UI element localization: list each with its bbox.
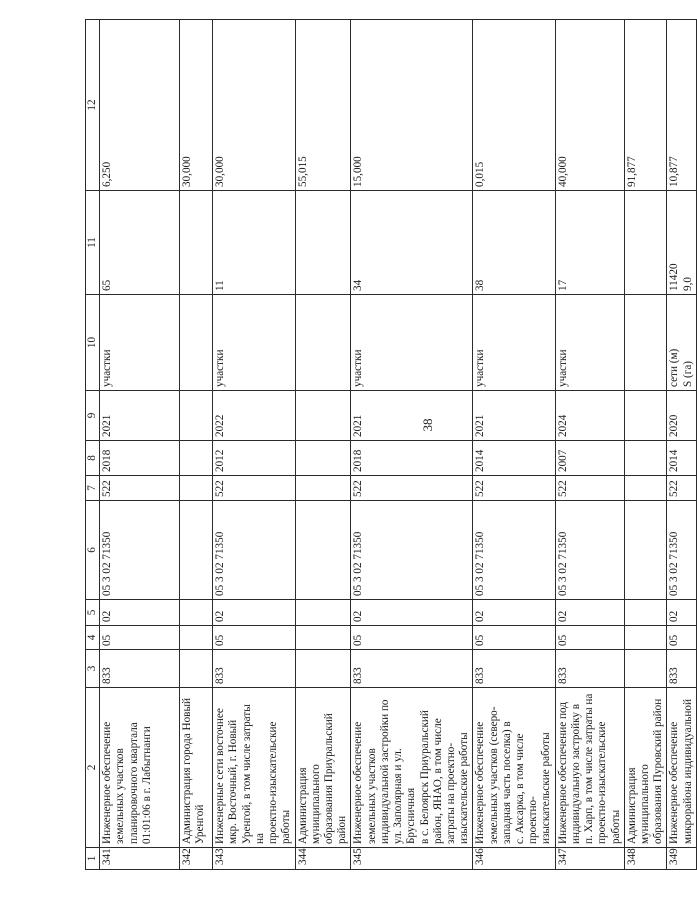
table-cell: 522 <box>555 476 624 501</box>
row-number-cell: 341 <box>100 848 180 870</box>
table-cell: 833 <box>473 650 555 688</box>
table-cell: 2007 <box>555 441 624 476</box>
table-cell <box>180 650 213 688</box>
table-cell: 17 <box>555 191 624 295</box>
table-cell <box>295 295 351 391</box>
table-cell: 522 <box>213 476 295 501</box>
table-cell: 11 <box>213 191 295 295</box>
table-row <box>624 20 667 870</box>
table-cell: 05 <box>351 626 473 650</box>
table-cell: 05 <box>213 626 295 650</box>
table-cell: 02 <box>473 600 555 626</box>
table-cell: 05 <box>555 626 624 650</box>
column-header: 2 <box>86 688 100 848</box>
table-cell: 2018 <box>351 441 473 476</box>
table-cell <box>624 191 667 295</box>
table-cell: 6,250 <box>100 20 180 191</box>
table-cell: 40,000 <box>555 20 624 191</box>
table-cell: 38 <box>473 191 555 295</box>
table-cell <box>624 501 667 600</box>
column-header: 4 <box>86 626 100 650</box>
table-cell: 833 <box>100 650 180 688</box>
table-cell: 522 <box>473 476 555 501</box>
table-cell: сети (м) S (га) <box>667 295 697 391</box>
table-cell: 2021 <box>473 391 555 441</box>
table-cell: 05 3 02 71350 <box>667 501 697 600</box>
table-cell: 02 <box>100 600 180 626</box>
table-cell <box>295 650 351 688</box>
table-cell: 2024 <box>555 391 624 441</box>
table-cell: 05 <box>667 626 697 650</box>
table-cell <box>180 626 213 650</box>
row-number-cell: 344 <box>295 848 351 870</box>
table-cell: 2012 <box>213 441 295 476</box>
table-cell <box>295 476 351 501</box>
table-cell: 65 <box>100 191 180 295</box>
row-number-cell: 343 <box>213 848 295 870</box>
column-header: 9 <box>86 391 100 441</box>
row-number-cell: 346 <box>473 848 555 870</box>
table-cell: 522 <box>100 476 180 501</box>
table-cell: 10,877 <box>667 20 697 191</box>
table-cell: 55,015 <box>295 20 351 191</box>
table-row <box>351 20 473 870</box>
table-cell <box>180 600 213 626</box>
table-cell <box>624 391 667 441</box>
table-cell: 11420 9,0 <box>667 191 697 295</box>
table-row <box>100 20 180 870</box>
table-cell <box>295 391 351 441</box>
description-cell: Инженерное обеспечение земельных участков планировочного квартала 01:01:06 в г. Лабытнанги <box>100 688 180 848</box>
table-cell <box>180 191 213 295</box>
description-cell: Администрация муниципального образования Пуровский район <box>624 688 667 848</box>
description-cell: Инженерное обеспечение земельных участков индивидуальной застройки по ул. Заполярная и ул. Брусничная в с. Белоярск Приуральский район, ЯНАО, в том числе затраты на проектно- изыскательские работы <box>351 688 473 848</box>
row-number-cell: 345 <box>351 848 473 870</box>
column-header: 5 <box>86 600 100 626</box>
description-cell: Инженерное обеспечение под индивидуальную застройку в п. Харп, в том числе затраты на проектно-изыскательские работы <box>555 688 624 848</box>
column-header: 7 <box>86 476 100 501</box>
column-header: 6 <box>86 501 100 600</box>
column-header: 3 <box>86 650 100 688</box>
row-number-cell: 342 <box>180 848 213 870</box>
column-header: 12 <box>86 20 100 191</box>
table-cell: 833 <box>667 650 697 688</box>
table-cell: 30,000 <box>180 20 213 191</box>
table-cell <box>624 295 667 391</box>
column-header: 11 <box>86 191 100 295</box>
row-number-cell: 348 <box>624 848 667 870</box>
column-header: 10 <box>86 295 100 391</box>
table-cell: 2021 <box>351 391 473 441</box>
table-cell <box>624 650 667 688</box>
table-cell: 02 <box>555 600 624 626</box>
table-cell: 05 3 02 71350 <box>351 501 473 600</box>
table-row <box>180 20 213 870</box>
budget-table <box>85 19 697 870</box>
table-cell: 2018 <box>100 441 180 476</box>
table-cell: 05 3 02 71350 <box>100 501 180 600</box>
column-header: 1 <box>86 848 100 870</box>
table-cell: 34 <box>351 191 473 295</box>
table-cell <box>180 501 213 600</box>
description-cell: Администрация города Новый Уренгой <box>180 688 213 848</box>
table-cell <box>295 441 351 476</box>
table-cell <box>180 295 213 391</box>
table-cell <box>180 476 213 501</box>
table-row <box>473 20 555 870</box>
table-cell: 522 <box>667 476 697 501</box>
table-cell: участки <box>555 295 624 391</box>
description-cell: Инженерные сети восточнее мкр. Восточный, г. Новый Уренгой, в том числе затраты на проектно-изыскательские работы <box>213 688 295 848</box>
rotated-table-wrapper <box>85 20 694 870</box>
table-cell: участки <box>473 295 555 391</box>
table-cell: 833 <box>351 650 473 688</box>
table-cell: 05 3 02 71350 <box>555 501 624 600</box>
table-cell <box>624 600 667 626</box>
table-row <box>555 20 624 870</box>
table-cell: 2014 <box>667 441 697 476</box>
table-cell: 05 <box>100 626 180 650</box>
table-cell: 02 <box>213 600 295 626</box>
table-cell: 833 <box>213 650 295 688</box>
table-cell: 2021 <box>100 391 180 441</box>
table-cell: участки <box>213 295 295 391</box>
table-cell <box>624 441 667 476</box>
table-cell: 522 <box>351 476 473 501</box>
row-number-cell: 349 <box>667 848 697 870</box>
table-cell <box>180 441 213 476</box>
table-cell: 02 <box>667 600 697 626</box>
table-cell: 91,877 <box>624 20 667 191</box>
table-cell: 0,015 <box>473 20 555 191</box>
table-cell: участки <box>351 295 473 391</box>
table-cell: 30,000 <box>213 20 295 191</box>
table-cell: 2020 <box>667 391 697 441</box>
table-cell: 02 <box>351 600 473 626</box>
table-cell <box>180 391 213 441</box>
table-row <box>295 20 351 870</box>
table-cell: 05 <box>473 626 555 650</box>
column-header: 8 <box>86 441 100 476</box>
table-cell: 15,000 <box>351 20 473 191</box>
table-cell: 05 3 02 71350 <box>213 501 295 600</box>
table-header-row <box>86 20 100 870</box>
row-number-cell: 347 <box>555 848 624 870</box>
table-cell <box>295 191 351 295</box>
table-cell: 05 3 02 71350 <box>473 501 555 600</box>
description-cell: Инженерное обеспечение земельных участков (северо- западная часть поселка) в с. Аксарка, в том числе проектно- изыскательские работы <box>473 688 555 848</box>
table-cell <box>295 626 351 650</box>
table-cell <box>295 501 351 600</box>
table-row <box>213 20 295 870</box>
table-cell <box>624 626 667 650</box>
table-cell: 2014 <box>473 441 555 476</box>
table-cell: 2022 <box>213 391 295 441</box>
table-cell: 833 <box>555 650 624 688</box>
table-cell <box>295 600 351 626</box>
page-number: 38 <box>420 418 435 432</box>
description-cell: Инженерное обеспечение микрорайона индивидуальной <box>667 688 697 848</box>
table-row <box>667 20 697 870</box>
table-cell: участки <box>100 295 180 391</box>
table-cell <box>624 476 667 501</box>
description-cell: Администрация муниципального образования Приуральский район <box>295 688 351 848</box>
